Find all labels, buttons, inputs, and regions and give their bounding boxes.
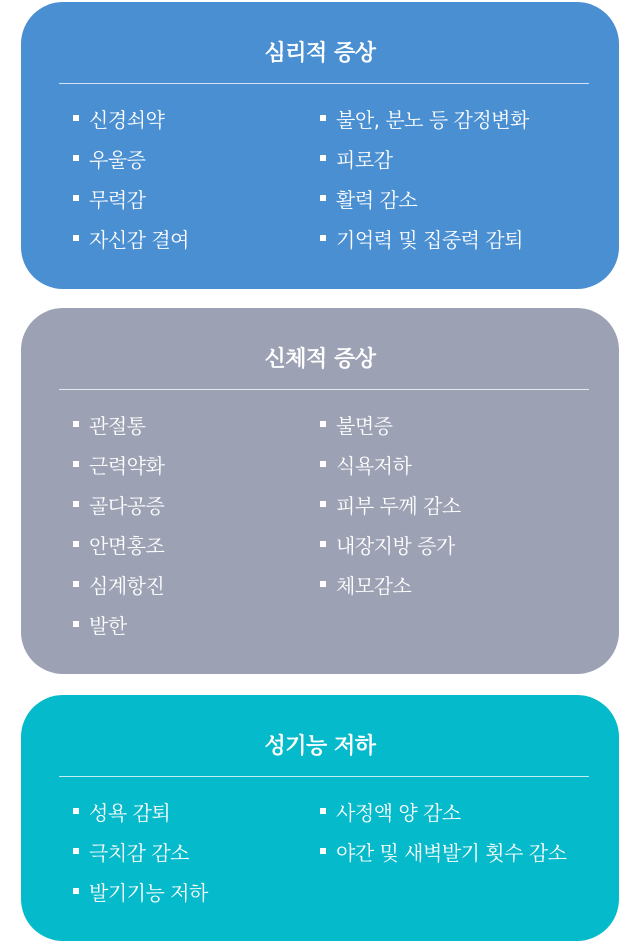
square-bullet-icon	[73, 461, 79, 467]
square-bullet-icon	[320, 421, 326, 427]
divider	[59, 389, 589, 390]
symptom-list	[73, 404, 609, 644]
card-title: 심리적 증상	[264, 41, 376, 66]
list-item: 활력 감소	[320, 178, 609, 218]
square-bullet-icon	[73, 581, 79, 587]
card-title: 신체적 증상	[264, 347, 376, 372]
square-bullet-icon	[73, 808, 79, 814]
list-item: 불안, 분노 등 감정변화	[320, 98, 609, 138]
square-bullet-icon	[73, 421, 79, 427]
divider	[59, 776, 589, 777]
list-item: 발한	[73, 604, 320, 644]
list-item: 자신감 결여	[73, 218, 320, 258]
list-item: 피부 두께 감소	[320, 484, 609, 524]
list-item: 발기기능 저하	[73, 871, 320, 911]
square-bullet-icon	[73, 621, 79, 627]
divider	[59, 83, 589, 84]
list-item: 야간 및 새벽발기 횟수 감소	[320, 831, 609, 871]
list-item: 신경쇠약	[73, 98, 320, 138]
square-bullet-icon	[73, 235, 79, 241]
list-item: 기억력 및 집중력 감퇴	[320, 218, 609, 258]
symptom-list	[73, 791, 609, 911]
square-bullet-icon	[320, 461, 326, 467]
list-item: 골다공증	[73, 484, 320, 524]
list-item: 안면홍조	[73, 524, 320, 564]
square-bullet-icon	[320, 581, 326, 587]
list-item: 관절통	[73, 404, 320, 444]
physical-symptoms-card	[21, 308, 619, 674]
square-bullet-icon	[73, 501, 79, 507]
square-bullet-icon	[320, 155, 326, 161]
square-bullet-icon	[320, 115, 326, 121]
square-bullet-icon	[320, 541, 326, 547]
list-item: 피로감	[320, 138, 609, 178]
square-bullet-icon	[73, 848, 79, 854]
square-bullet-icon	[73, 541, 79, 547]
list-item: 심계항진	[73, 564, 320, 604]
list-item: 사정액 양 감소	[320, 791, 609, 831]
square-bullet-icon	[320, 501, 326, 507]
list-item: 무력감	[73, 178, 320, 218]
list-item: 체모감소	[320, 564, 609, 604]
card-title: 성기능 저하	[264, 734, 376, 759]
list-item: 불면증	[320, 404, 609, 444]
list-item: 극치감 감소	[73, 831, 320, 871]
square-bullet-icon	[73, 115, 79, 121]
list-item: 근력약화	[73, 444, 320, 484]
square-bullet-icon	[73, 195, 79, 201]
square-bullet-icon	[320, 235, 326, 241]
square-bullet-icon	[320, 848, 326, 854]
square-bullet-icon	[320, 195, 326, 201]
symptom-list	[73, 98, 609, 258]
list-item: 식욕저하	[320, 444, 609, 484]
square-bullet-icon	[73, 888, 79, 894]
sexual-function-card	[21, 695, 619, 941]
square-bullet-icon	[73, 155, 79, 161]
list-item: 성욕 감퇴	[73, 791, 320, 831]
psychological-symptoms-card	[21, 2, 619, 289]
list-item: 우울증	[73, 138, 320, 178]
square-bullet-icon	[320, 808, 326, 814]
list-item: 내장지방 증가	[320, 524, 609, 564]
